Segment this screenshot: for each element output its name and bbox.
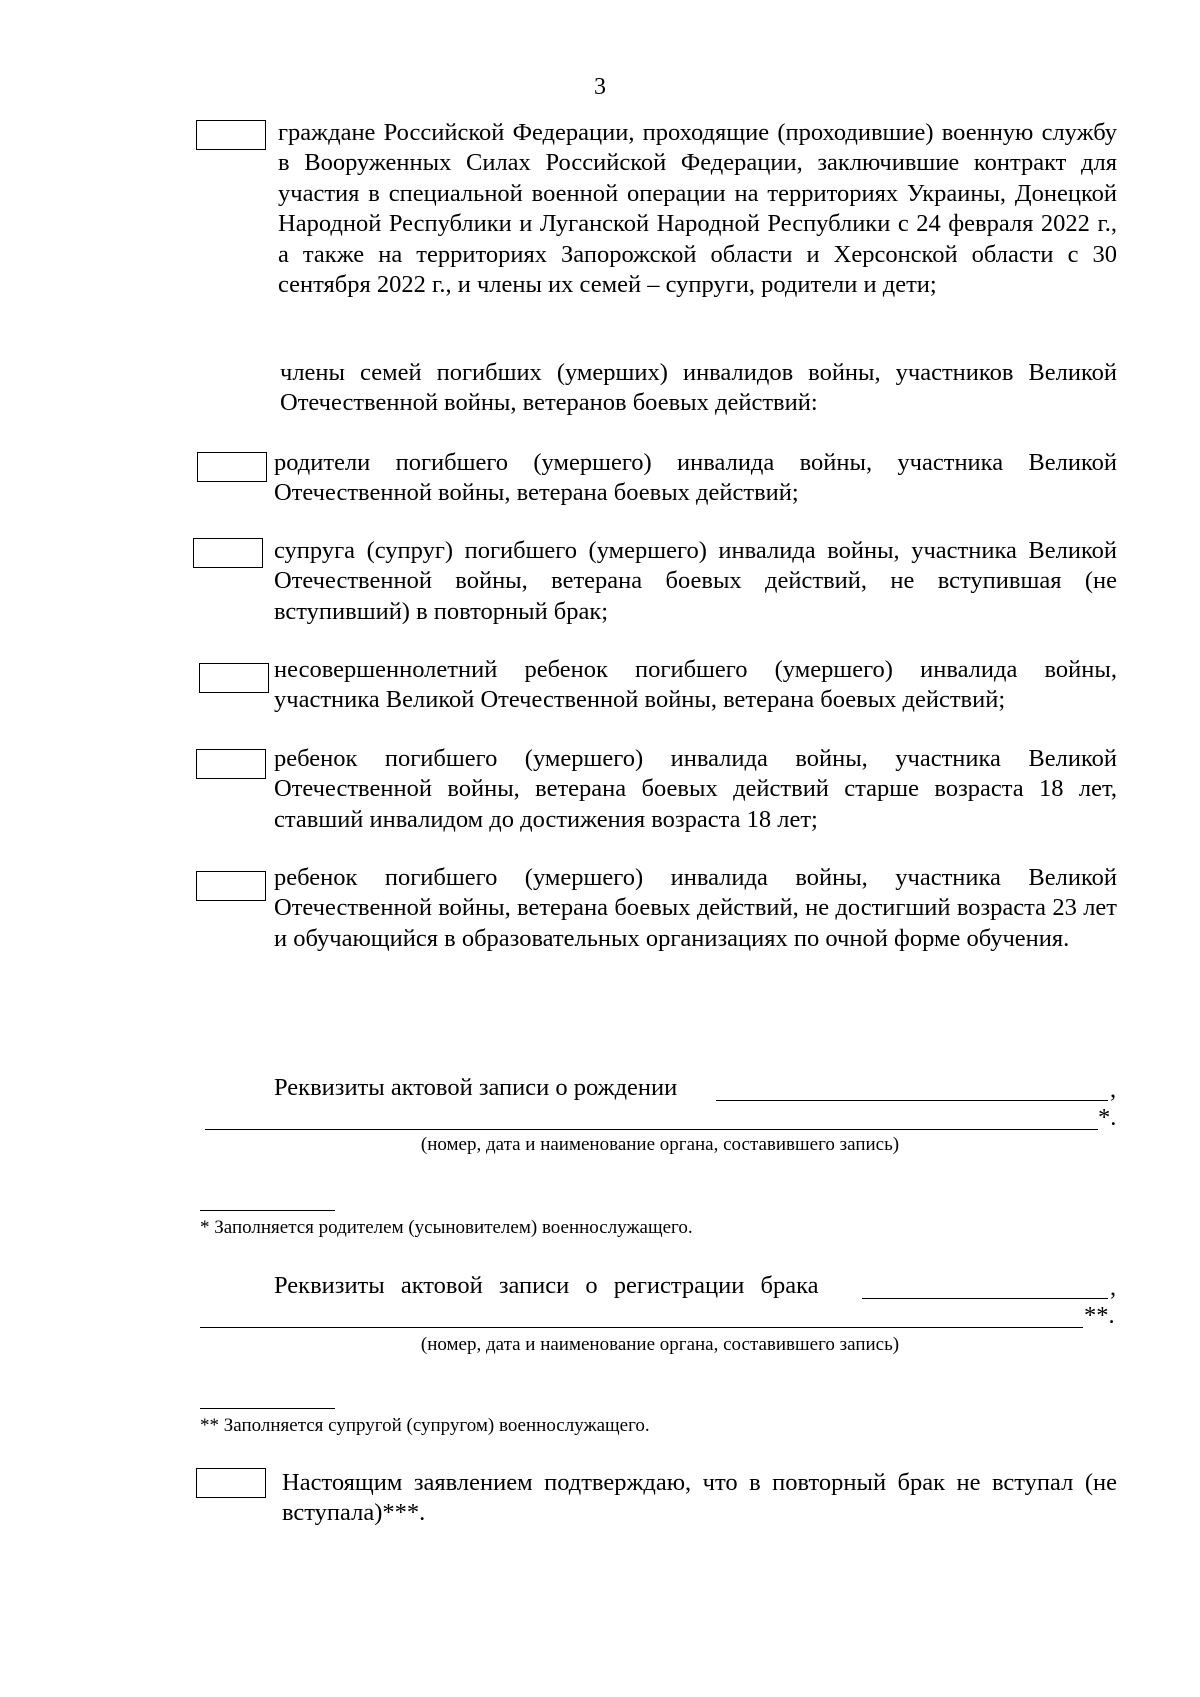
confirmation-text: Настоящим заявлением подтверждаю, что в повторный брак не вступал (не вступала)***. — [282, 1469, 1117, 1527]
birth-record-comma: , — [1110, 1076, 1117, 1103]
page-number: 3 — [594, 74, 606, 100]
item-text-parents: родители погибшего (умершего) инвалида войны, участника Великой Отечественной войны, ветерана боевых действий; — [274, 449, 1117, 507]
birth-record-label: Реквизиты актовой записи о рождении — [274, 1074, 678, 1101]
item-text-disabled-child: ребенок погибшего (умершего) инвалида войны, участника Великой Отечественной войны, ветерана боевых действий старше возраста 18 лет, ставший инвалидом до достижения возраста 18 лет; — [274, 745, 1117, 833]
item-text-spouse: супруга (супруг) погибшего (умершего) инвалида войны, участника Великой Отечественной войны, ветерана боевых действий, не вступившая (не вступивший) в повторный брак; — [274, 537, 1117, 625]
birth-record-input-line-1[interactable] — [716, 1100, 1108, 1101]
marriage-record-caption: (номер, дата и наименование органа, составившего запись) — [420, 1334, 900, 1355]
marriage-record-footnote: ** Заполняется супругой (супругом) военнослужащего. — [200, 1415, 650, 1436]
birth-record-input-line-2[interactable] — [205, 1129, 1098, 1130]
birth-record-footnote: * Заполняется родителем (усыновителем) военнослужащего. — [200, 1217, 693, 1238]
birth-record-footnote-mark: *. — [1098, 1104, 1117, 1131]
footnote-divider-1 — [200, 1210, 335, 1211]
checkbox-spouse[interactable] — [193, 538, 263, 568]
checkbox-citizens[interactable] — [196, 120, 266, 150]
checkbox-confirmation[interactable] — [196, 1468, 266, 1498]
birth-record-caption: (номер, дата и наименование органа, составившего запись) — [420, 1134, 900, 1155]
item-text-citizens: граждане Российской Федерации, проходящие (проходившие) военную службу в Вооруженных Силах Российской Федерации, заключившие контракт для участия в специальной военной операции на территориях Украины, Донецкой Народной Республики и Луганской Народной Республики с 24 февраля 2022 г., а также на территориях Запорожской области и Херсонской области с 30 сентября 2022 г., и члены их семей – супруги, родители и дети; — [278, 119, 1117, 299]
marriage-record-input-line-2[interactable] — [200, 1327, 1083, 1328]
item-text-family-members-heading: члены семей погибших (умерших) инвалидов войны, участников Великой Отечественной войны, ветеранов боевых действий: — [280, 359, 1117, 417]
item-text-minor-child: несовершеннолетний ребенок погибшего (умершего) инвалида войны, участника Великой Отечественной войны, ветерана боевых действий; — [274, 656, 1117, 714]
marriage-record-label: Реквизиты актовой записи о регистрации брака — [274, 1272, 819, 1299]
footnote-divider-2 — [200, 1408, 335, 1409]
checkbox-student-child[interactable] — [196, 871, 266, 901]
checkbox-minor-child[interactable] — [199, 663, 269, 693]
item-text-student-child: ребенок погибшего (умершего) инвалида войны, участника Великой Отечественной войны, ветерана боевых действий, не достигший возраста 23 лет и обучающийся в образовательных организациях по очной форме обучения. — [274, 864, 1117, 952]
marriage-record-footnote-mark: **. — [1084, 1302, 1115, 1329]
checkbox-parents[interactable] — [197, 452, 267, 482]
checkbox-disabled-child[interactable] — [196, 749, 266, 779]
marriage-record-comma: , — [1110, 1274, 1117, 1301]
marriage-record-input-line-1[interactable] — [862, 1298, 1108, 1299]
